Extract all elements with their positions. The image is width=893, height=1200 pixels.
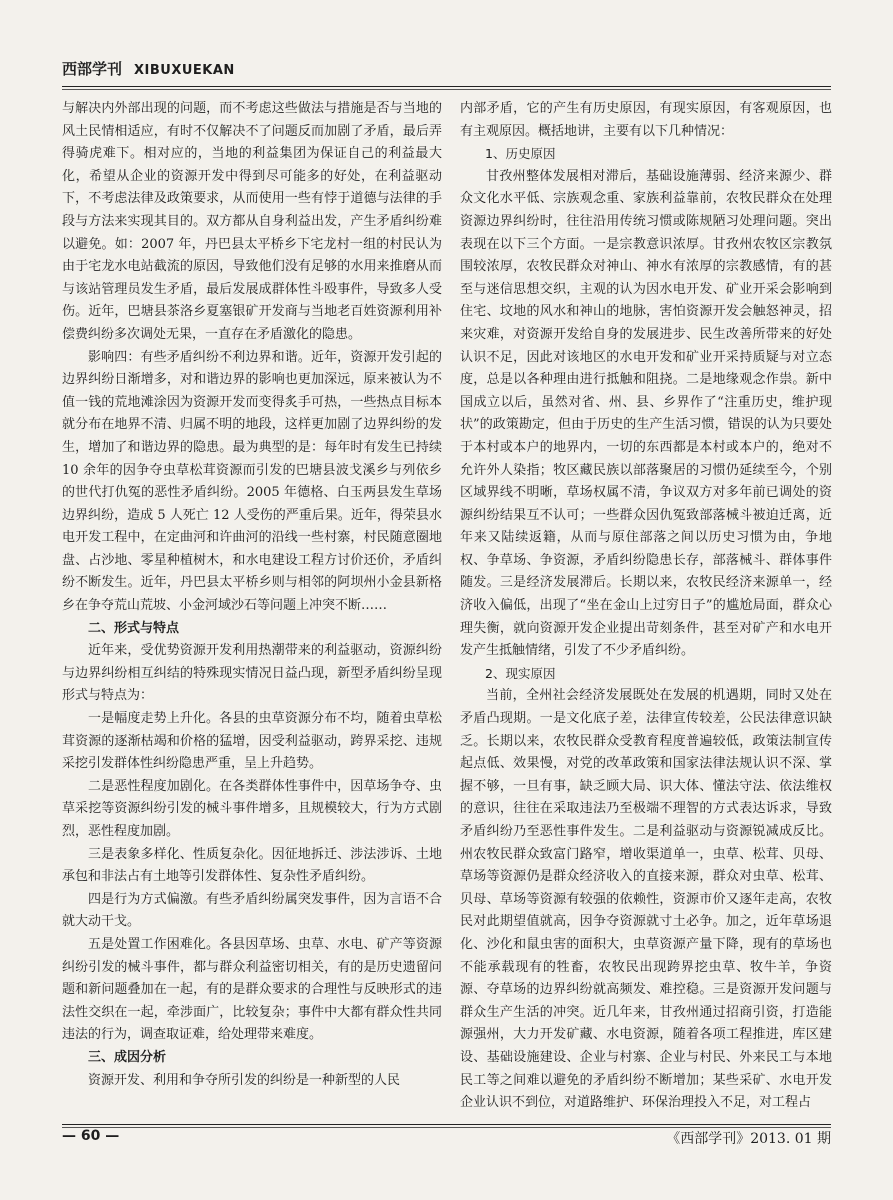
journal-pinyin: XIBUXUEKAN [134,63,235,78]
paragraph: 当前，全州社会经济发展既处在发展的机遇期，同时又处在矛盾凸现期。一是文化底子差，法律宣传较差，公民法律意识缺乏。长期以来，农牧民群众受教育程度普遍较低，政策法制宣传起点低、效果慢，对党的改革政策和国家法律法规认识不深、掌握不够，一旦有事，缺乏顾大局、识大体、懂法守法、依法维权的意识，往往在采取违法乃至极端不理智的方式表达诉求，导致矛盾纠纷乃至恶性事件发生。二是利益驱动与资源锐减成反比。州农牧民群众致富门路窄，增收渠道单一，虫草、松茸、贝母、草场等资源仍是群众经济收入的直接来源，群众对虫草、松茸、贝母、草场等资源有较强的依赖性，资源市价又逐年走高，农牧民对此期望值就高，因争夺资源就寸土必争。加之，近年草场退化、沙化和鼠虫害的面积大，虫草资源产量下降，现有的草场也不能承载现有的牲畜，农牧民出现跨界挖虫草、牧牛羊，争资源、夺草场的边界纠纷就高频发、难控稳。三是资源开发问题与群众生产生活的冲突。近几年来，甘孜州通过招商引资，打造能源强州，大力开发矿藏、水电资源，随着各项工程推进，库区建设、基础设施建设、企业与村寨、企业与村民、外来民工与本地民工等之间难以避免的矛盾纠纷不断增加；某些采矿、水电开发企业认识不到位，对道路维护、环保治理投入不足，对工程占 [460,688,832,1111]
issue-label: 《西部学刊》2013. 01 期 [666,1131,831,1147]
journal-title: 西部学刊 [62,60,123,78]
paragraph: 近年来，受优势资源开发利用热潮带来的利益驱动，资源纠纷与边界纠纷相互纠结的特殊现实情况日益凸现，新型矛盾纠纷呈现形式与特点为： [62,643,442,704]
header-rule-thin [62,89,831,90]
paragraph: 五是处置工作困难化。各县因草场、虫草、水电、矿产等资源纠纷引发的械斗事件，都与群众利益密切相关，有的是历史遗留问题和新问题叠加在一起，有的是群众要求的合理性与反映形式的违法性交织在一起，牵涉面广，比较复杂；事件中大都有群众性共同违法的行为，调查取证难，给处理带来难度。 [62,936,442,1043]
paragraph: 内部矛盾，它的产生有历史原因，有现实原因，有客观原因，也有主观原因。概括地讲，主要有以下几种情况： [460,101,832,139]
paragraph: 甘孜州整体发展相对滞后，基础设施薄弱、经济来源少、群众文化水平低、宗族观念重、家族利益靠前，农牧民群众在处理资源边界纠纷时，往往沿用传统习惯或陈规陋习处理问题。突出表现在以下三个方面。一是宗教意识浓厚。甘孜州农牧区宗教氛围较浓厚，农牧民群众对神山、神水有浓厚的宗教感情，有的甚至与迷信思想交织，主观的认为因水电开发、矿业开采会影响到住宅、坟地的风水和神山的地脉，害怕资源开发会触怒神灵，招来灾难，对资源开发给自身的发展进步、民生改善所带来的好处认识不足，因此对该地区的水电开发和矿业开采持质疑与对立态度，总是以各种理由进行抵触和阻挠。二是地缘观念作祟。新中国成立以后，虽然对省、州、县、乡界作了“注重历史，维护现状”的政策勘定，但由于历史的生产生活习惯，错误的认为只要处于本村或本户的地界内，一切的东西都是本村或本户的，绝对不允许外人染指；牧区藏民族以部落聚居的习惯仍延续至今，个别区域界线不明晰，草场权属不清，争议双方对多年前已调处的资源纠纷结果互不认可；一些群众因仇冤致部落械斗被迫迁离，近年来又陆续返籍，从而与原住部落之间以历史习惯为由，争地权、争草场、争资源，矛盾纠纷隐患长存，部落械斗、群体事件随发。三是经济发展滞后。长期以来，农牧民经济来源单一，经济收入偏低，出现了“坐在金山上过穷日子”的尴尬局面，群众心理失衡，就向资源开发企业提出苛刻条件，甚至对矿产和水电开发产生抵触情绪，引发了不少矛盾纠纷。 [460,168,832,659]
paragraph: 三是表象多样化、性质复杂化。因征地拆迁、涉法涉诉、土地承包和非法占有土地等引发群体性、复杂性矛盾纠纷。 [62,846,442,885]
left-column [62,98,442,1118]
header-rule [62,86,831,87]
page-number: — 60 — [62,1128,120,1144]
paragraph: 四是行为方式偏激。有些矛盾纠纷属突发事件，因为言语不合就大动干戈。 [62,891,442,930]
right-column [460,98,832,1118]
paragraph: 资源开发、利用和争夺所引发的纠纷是一种新型的人民 [88,1072,401,1088]
subsection-heading: 2、现实原因 [485,665,556,681]
section-heading: 二、形式与特点 [88,620,180,636]
running-header [62,58,831,84]
footer-rule [62,1124,831,1125]
paragraph: 二是恶性程度加剧化。在各类群体性事件中，因草场争夺、虫草采挖等资源纠纷引发的械斗事件增多，且规模较大，行为方式剧烈，恶性程度加剧。 [62,778,442,839]
subsection-heading: 1、历史原因 [485,146,556,162]
paragraph: 影响四：有些矛盾纠纷不利边界和谐。近年，资源开发引起的边界纠纷日渐增多，对和谐边界的影响也更加深远，原来被认为不值一钱的荒地滩涂因为资源开发而变得炙手可热，一些热点目标本就分布在地界不清、归属不明的地段，这样更加剧了边界纠纷的发生，增加了和谐边界的隐患。最为典型的是：每年时有发生已持续 10 余年的因争夺虫草松茸资源而引发的巴塘县波戈溪乡与列依乡的世代打仇冤的恶性矛盾纠纷。2005 年德格、白玉两县发生草场边界纠纷，造成 5 人死亡 12 人受伤的严重后果。近年，得荣县水电开发工程中，在定曲河和许曲河的沿线一些村寨，村民随意圈地盘、占沙地、零星种植树木，和水电建设工程方讨价还价，矛盾纠纷不断发生。近年，丹巴县太平桥乡则与相邻的阿坝州小金县新格乡在争夺荒山荒坡、小金河域沙石等问题上冲突不断…… [62,349,442,614]
section-heading: 三、成因分析 [88,1049,167,1065]
paragraph: 与解决内外部出现的问题，而不考虑这些做法与措施是否与当地的风土民情相适应，有时不仅解决不了问题反而加剧了矛盾，最后弄得骑虎难下。相对应的，当地的利益集团为保证自己的利益最大化，希望从企业的资源开发中得到尽可能多的好处，在利益驱动下，不考虑法律及政策要求，从而使用一些有悖于道德与法律的手段与方法来实现其目的。双方都从自身利益出发，产生矛盾纠纷难以避免。如：2007 年，丹巴县太平桥乡下宅龙村一组的村民认为由于宅龙水电站截流的原因，导致他们没有足够的水用来推磨从而与该站管理员发生矛盾，最后发展成群体性斗殴事件，导致多人受伤。近年，巴塘县茶洛乡夏塞银矿开发商与当地老百姓资源利用补偿费纠纷多次调处无果，一直存在矛盾激化的隐患。 [62,101,442,342]
paragraph: 一是幅度走势上升化。各县的虫草资源分布不均，随着虫草松茸资源的逐渐枯竭和价格的猛增，因受利益驱动，跨界采挖、违规采挖引发群体性纠纷隐患严重，呈上升趋势。 [62,711,442,772]
